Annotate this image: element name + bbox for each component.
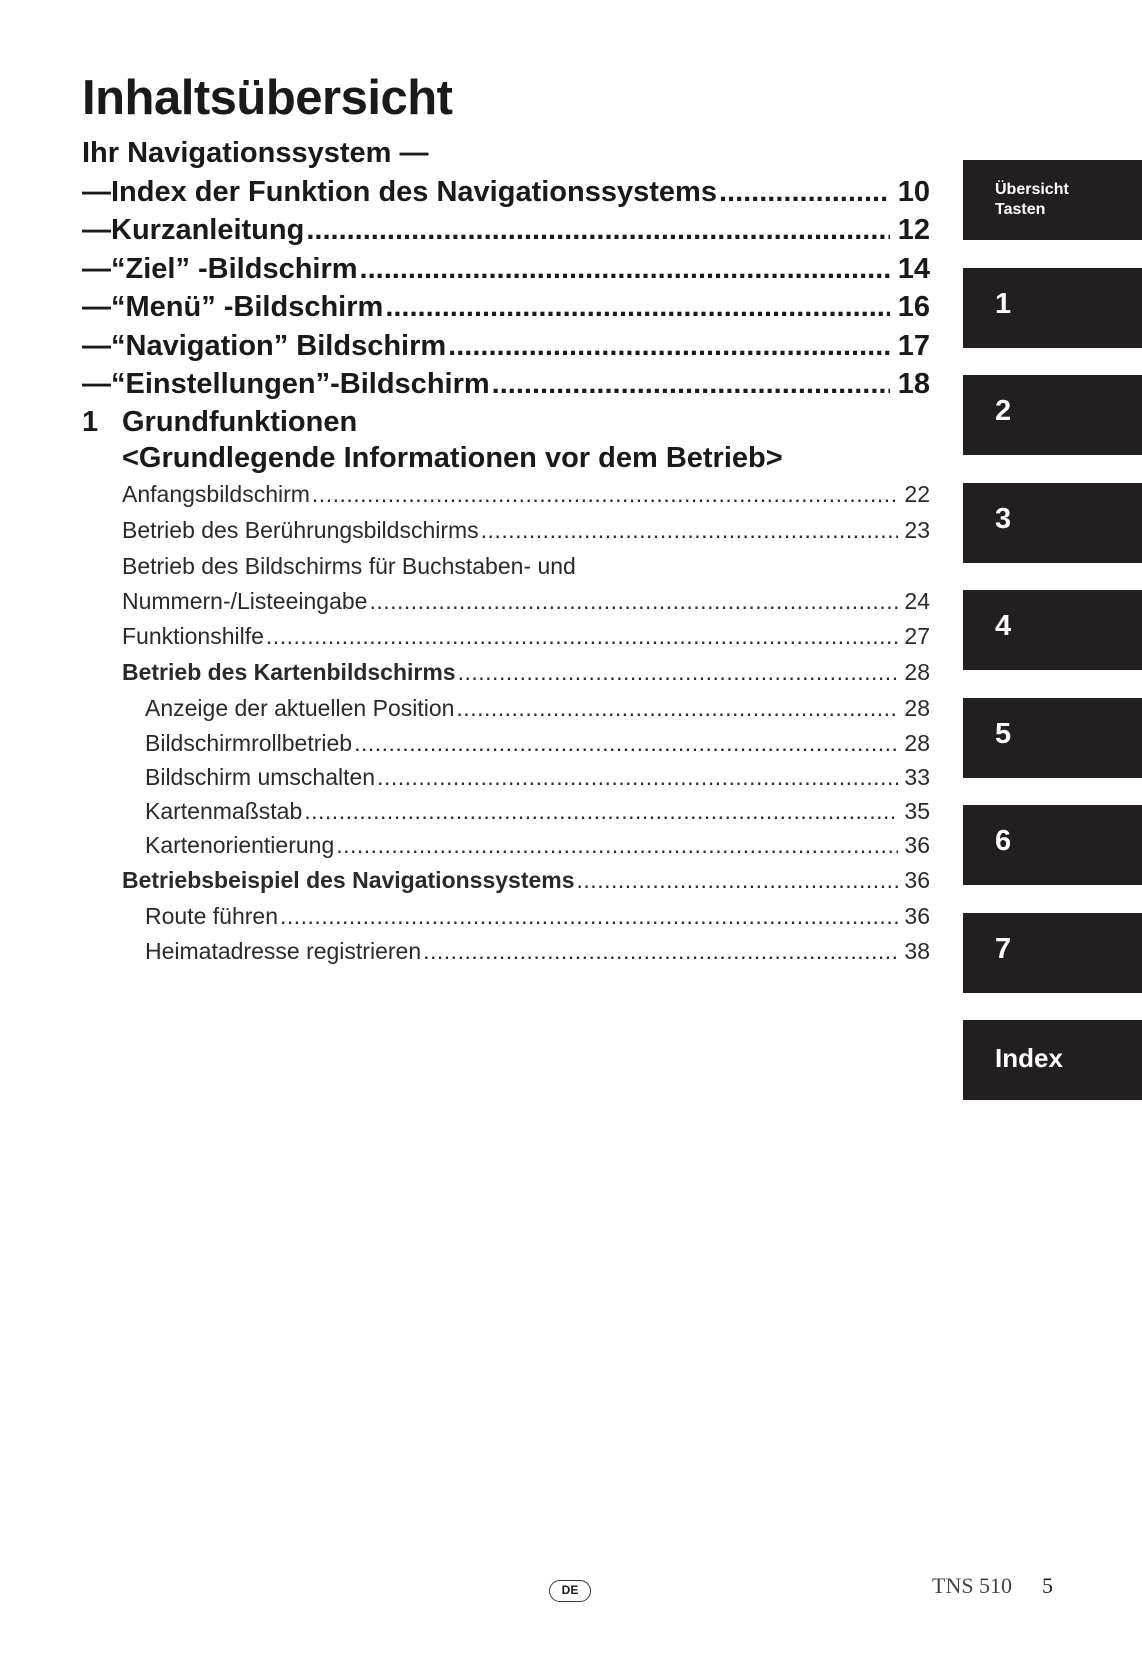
- overview-heading: Ihr Navigationssystem —: [82, 137, 429, 169]
- tab-chapter-6[interactable]: [963, 805, 1142, 885]
- toc-entry-label: “Einstellungen”-Bildschirm: [111, 368, 490, 400]
- toc-entry-page: 28: [904, 729, 930, 756]
- tab-label: 1: [995, 288, 1012, 320]
- tab-index[interactable]: [963, 1020, 1142, 1100]
- toc-entry-label: Index der Funktion des Navigationssystems: [111, 175, 717, 208]
- toc-entry-listeeingabe[interactable]: [82, 584, 930, 618]
- toc-entry-page: 35: [904, 797, 930, 824]
- tab-chapter-3[interactable]: [963, 483, 1142, 563]
- chapter-number: 1: [82, 405, 99, 438]
- toc-entry-label: Betriebsbeispiel des Navigationssystems: [122, 866, 575, 893]
- tab-chapter-5[interactable]: [963, 698, 1142, 778]
- tab-chapter-7[interactable]: [963, 913, 1142, 993]
- toc-entry-label: Anfangsbildschirm: [122, 480, 310, 507]
- em-dash: —: [82, 252, 111, 285]
- toc-entry-anfangsbildschirm[interactable]: [82, 476, 930, 512]
- toc-entry-label: Heimatadresse registrieren: [145, 937, 422, 964]
- dot-leader: [448, 327, 890, 366]
- toc-entry-menue[interactable]: [82, 288, 930, 327]
- dot-leader: [354, 726, 898, 760]
- tab-label: 3: [995, 503, 1012, 535]
- tab-chapter-4[interactable]: [963, 590, 1142, 670]
- em-dash: —: [82, 214, 111, 246]
- toc-entry-page: 12: [897, 214, 930, 246]
- dot-leader: [369, 584, 898, 618]
- dot-leader: [266, 618, 898, 654]
- chapter-1-heading: [82, 404, 930, 440]
- dot-leader: [304, 794, 898, 828]
- toc-entry-page: 14: [897, 252, 930, 285]
- dot-leader: [377, 760, 898, 794]
- em-dash: —: [82, 368, 111, 400]
- dot-leader: [481, 512, 898, 548]
- toc-entry-page: 23: [904, 516, 930, 543]
- toc-entry-funktionshilfe[interactable]: [82, 618, 930, 654]
- toc-entry-label: Nummern-/Listeeingabe: [122, 587, 368, 614]
- dot-leader: [423, 934, 898, 968]
- dot-leader: [360, 250, 890, 289]
- toc-entry-index[interactable]: [82, 173, 930, 212]
- dot-leader: [385, 288, 890, 327]
- toc-entry-page: 16: [897, 291, 930, 323]
- toc-entry-page: 38: [904, 937, 930, 964]
- language-badge: DE: [549, 1580, 591, 1602]
- tab-label: 4: [995, 610, 1012, 642]
- em-dash: —: [82, 175, 111, 208]
- tab-overview-line2: Tasten: [995, 201, 1046, 218]
- toc-entry-label-line1[interactable]: Betrieb des Bildschirms für Buchstaben- und: [122, 552, 576, 579]
- tab-chapter-1[interactable]: [963, 268, 1142, 348]
- chapter-subtitle: <Grundlegende Informationen vor dem Betrieb>: [122, 441, 783, 474]
- em-dash: —: [82, 291, 111, 323]
- dot-leader: [456, 690, 898, 726]
- toc-entry-label: Kartenorientierung: [145, 831, 335, 858]
- toc-entry-kartenorientierung[interactable]: [82, 828, 930, 862]
- dot-leader: [312, 476, 898, 512]
- tab-label: 5: [995, 718, 1012, 750]
- toc-entry-label: “Navigation” Bildschirm: [111, 329, 447, 362]
- toc-entry-label: Kartenmaßstab: [145, 797, 303, 824]
- dot-leader: [306, 211, 890, 250]
- em-dash: —: [82, 329, 111, 362]
- toc-entry-kurzanleitung[interactable]: [82, 211, 930, 250]
- toc-entry-label: Bildschirmrollbetrieb: [145, 729, 353, 756]
- toc-entry-label: Route führen: [145, 902, 278, 929]
- tab-chapter-2[interactable]: [963, 375, 1142, 455]
- chapter-title: Grundfunktionen: [122, 405, 358, 438]
- page-title: Inhaltsübersicht: [82, 71, 453, 125]
- toc-entry-navigation[interactable]: [82, 327, 930, 366]
- tab-overview-line1: Übersicht: [995, 181, 1069, 198]
- toc-entry-route-fuehren[interactable]: [82, 898, 930, 934]
- toc-entry-page: 36: [904, 902, 930, 929]
- footer-page-number: 5: [1042, 1573, 1053, 1598]
- toc-entry-page: 17: [897, 329, 930, 362]
- toc-entry-label: Bildschirm umschalten: [145, 763, 376, 790]
- tab-label: 2: [995, 395, 1012, 427]
- toc-entry-page: 36: [904, 866, 930, 893]
- toc-entry-page: 18: [897, 368, 930, 400]
- toc-entry-kartenbildschirm[interactable]: [82, 654, 930, 690]
- toc-entry-page: 22: [904, 480, 930, 507]
- toc-entry-page: 28: [904, 658, 930, 685]
- toc-entry-ziel[interactable]: [82, 250, 930, 289]
- dot-leader: [336, 828, 898, 862]
- toc-entry-aktuelle-position[interactable]: [82, 690, 930, 726]
- toc-entry-umschalten[interactable]: [82, 760, 930, 794]
- toc-entry-rollbetrieb[interactable]: [82, 726, 930, 760]
- footer-model: TNS 510: [932, 1573, 1013, 1598]
- toc-entry-betriebsbeispiel[interactable]: [82, 862, 930, 898]
- toc-entry-page: 28: [904, 694, 930, 721]
- tab-label: Index: [995, 1043, 1063, 1073]
- dot-leader: [719, 173, 890, 212]
- tab-label: 6: [995, 825, 1012, 857]
- toc-entry-page: 33: [904, 763, 930, 790]
- toc-entry-label: Anzeige der aktuellen Position: [145, 694, 455, 721]
- toc-entry-page: 10: [897, 175, 930, 208]
- toc-entry-page: 36: [904, 831, 930, 858]
- tab-overview[interactable]: [963, 160, 1142, 240]
- toc-entry-beruehrungsbildschirm[interactable]: [82, 512, 930, 548]
- dot-leader: [280, 898, 898, 934]
- toc-entry-label: “Ziel” -Bildschirm: [111, 252, 358, 285]
- toc-entry-label: Kurzanleitung: [111, 214, 305, 246]
- toc-entry-label: Betrieb des Kartenbildschirms: [122, 658, 456, 685]
- toc-entry-page: 24: [904, 587, 930, 614]
- dot-leader: [492, 365, 890, 404]
- toc-entry-kartenmassstab[interactable]: [82, 794, 930, 828]
- toc-entry-heimatadresse[interactable]: [82, 934, 930, 968]
- toc-entry-label: Betrieb des Berührungsbildschirms: [122, 516, 479, 543]
- dot-leader: [458, 654, 898, 690]
- toc-entry-page: 27: [904, 622, 930, 649]
- tab-label: 7: [995, 933, 1012, 965]
- toc-entry-label: “Menü” -Bildschirm: [111, 291, 384, 323]
- table-of-contents: [82, 134, 930, 968]
- toc-entry-einstellungen[interactable]: [82, 365, 930, 404]
- dot-leader: [577, 862, 898, 898]
- toc-entry-label: Funktionshilfe: [122, 622, 264, 649]
